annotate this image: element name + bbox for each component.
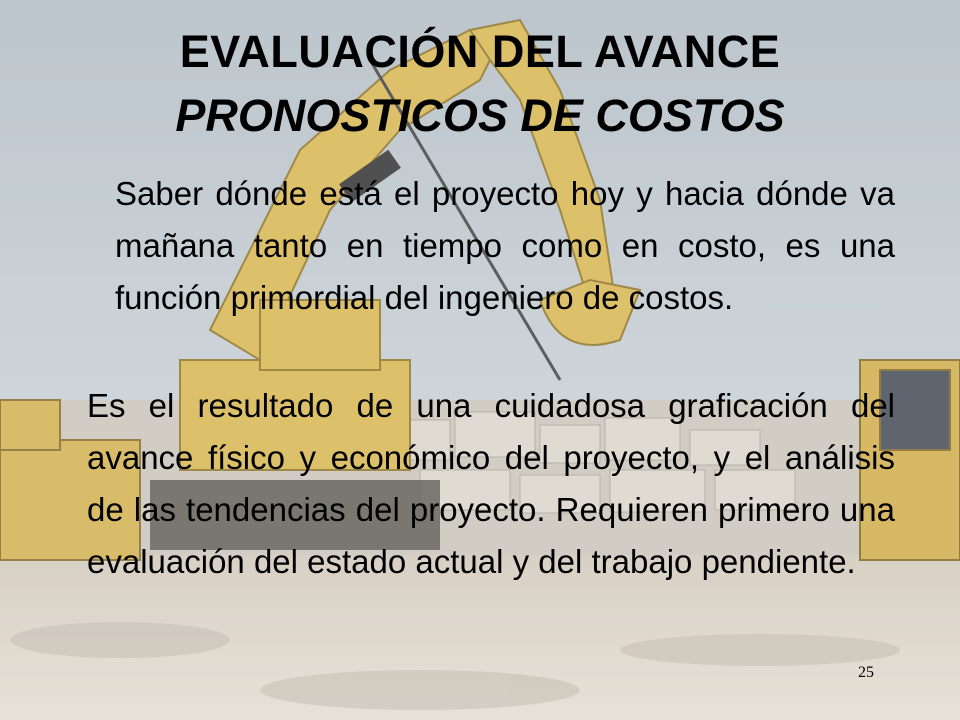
paragraph-1: Saber dónde está el proyecto hoy y hacia dónde va mañana tanto en tiempo como en costo, es una función primordial del ingeniero de costos. [115,175,895,316]
slide-title: EVALUACIÓN DEL AVANCE [179,26,781,77]
paragraph-2: Es el resultado de una cuidadosa graficación del avance físico y económico del proyecto, y el análisis de las tendencias del proyecto. Requieren primero una evaluación del estado actual y del trabajo pendiente. [87,387,895,580]
page-number: 25 [858,664,874,681]
slide-subtitle: PRONOSTICOS DE COSTOS [175,90,785,141]
